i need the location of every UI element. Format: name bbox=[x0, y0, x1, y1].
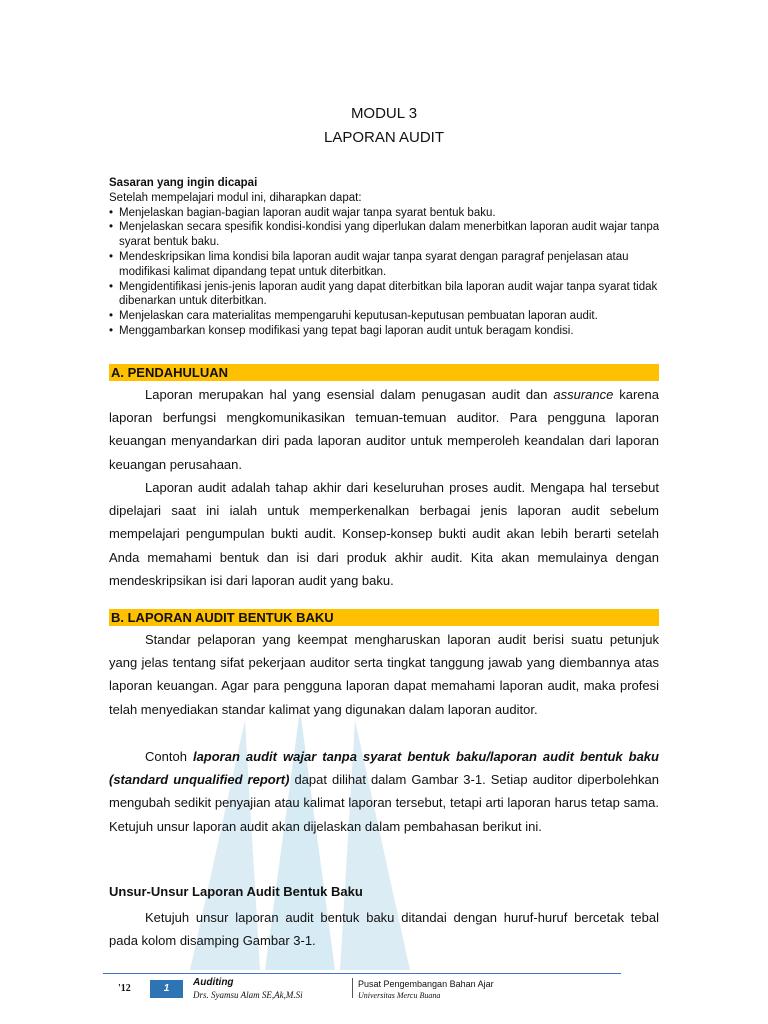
paragraph-text: dapat dilihat dalam Gambar 3-1. Setiap auditor diperbolehkan mengubah sedikit penyajian atau kalimat laporan tersebut, tetapi arti laporan harus tetap sama. Ketujuh unsur laporan audit akan dijelaskan dalam pembahasan berikut ini. bbox=[109, 772, 659, 834]
module-number: MODUL 3 bbox=[350, 105, 418, 122]
section-a-paragraph-1 bbox=[109, 383, 659, 476]
emphasis-term: assurance bbox=[553, 387, 614, 402]
paragraph-text: Contoh bbox=[145, 749, 187, 764]
footer-year: '12 bbox=[118, 983, 131, 994]
goal-item: • Menjelaskan secara spesifik kondisi-kondisi yang diperlukan dalam menerbitkan laporan audit wajar tanpa syarat bentuk baku. bbox=[109, 220, 661, 250]
goal-item: • Menjelaskan bagian-bagian laporan audit wajar tanpa syarat bentuk baku. bbox=[109, 206, 661, 221]
section-a-paragraph-2 bbox=[109, 476, 659, 592]
goal-item: • Menjelaskan cara materialitas mempengaruhi keputusan-keputusan pembuatan laporan audit. bbox=[109, 309, 661, 324]
goal-item: • Mengidentifikasi jenis-jenis laporan audit yang dapat diterbitkan bila laporan audit wajar tanpa syarat tidak dibenarkan untuk diterbitkan. bbox=[109, 280, 661, 310]
footer-center: Pusat Pengembangan Bahan Ajar bbox=[358, 979, 494, 989]
paragraph-text: Standar pelaporan yang keempat mengharuskan laporan audit berisi suatu petunjuk yang jelas tentang sifat pekerjaan auditor serta tingkat tanggung jawab yang diembannya atas laporan keuangan. Agar para pengguna laporan dapat memahami laporan audit, maka profesi telah menyediakan standar kalimat yang digunakan dalam laporan auditor. bbox=[109, 632, 659, 717]
learning-goals bbox=[109, 176, 661, 339]
emphasis-term: laporan audit wajar tanpa syarat bentuk baku/laporan audit bentuk baku (standard unqualified report) bbox=[109, 749, 659, 788]
subsection-heading: Unsur-Unsur Laporan Audit Bentuk Baku bbox=[109, 884, 363, 899]
paragraph-text: karena laporan berfungsi mengkomunikasikan temuan-temuan auditor. Para pengguna laporan keuangan menyandarkan diri pada laporan auditor untuk memperoleh keandalan dari laporan keuangan perusahaan. bbox=[109, 387, 659, 472]
section-a-heading: A. PENDAHULUAN bbox=[109, 364, 659, 381]
paragraph-text: Ketujuh unsur laporan audit bentuk baku ditandai dengan huruf-huruf bercetak tebal pada kolom disamping Gambar 3-1. bbox=[109, 910, 659, 949]
goals-list bbox=[109, 206, 661, 339]
subsection-paragraph bbox=[109, 906, 659, 952]
section-b-paragraph-1 bbox=[109, 628, 659, 721]
footer-page-number: 1 bbox=[150, 980, 183, 998]
footer-separator bbox=[352, 978, 353, 998]
footer-author: Drs. Syamsu Alam SE,Ak,M.Si bbox=[193, 990, 303, 1000]
goal-item: • Mendeskripsikan lima kondisi bila laporan audit wajar tanpa syarat dengan paragraf penjelasan atau modifikasi kalimat dipandang tepat untuk diterbitkan. bbox=[109, 250, 661, 280]
section-b-heading: B. LAPORAN AUDIT BENTUK BAKU bbox=[109, 609, 659, 626]
paragraph-text: Laporan audit adalah tahap akhir dari keseluruhan proses audit. Mengapa hal tersebut dipelajari saat ini ialah untuk memperkenalkan berbagai jenis laporan audit sebelum mempelajari pengumpulan bukti audit. Konsep-konsep bukti audit akan lebih berarti setelah Anda memahami bentuk dan isi dari produk akhir audit. Kita akan memulainya dengan mendeskripsikan isi dari laporan audit yang baku. bbox=[109, 480, 659, 588]
goals-intro: Setelah mempelajari modul ini, diharapkan dapat: bbox=[109, 191, 362, 204]
section-b-paragraph-2 bbox=[109, 745, 659, 838]
module-title: LAPORAN AUDIT bbox=[323, 129, 445, 146]
paragraph-text: Laporan merupakan hal yang esensial dalam penugasan audit dan bbox=[145, 387, 548, 402]
goals-title: Sasaran yang ingin dicapai bbox=[109, 177, 258, 189]
footer-course: Auditing bbox=[193, 977, 234, 988]
footer-university: Universitas Mercu Buana bbox=[358, 991, 441, 1000]
goal-item: • Menggambarkan konsep modifikasi yang tepat bagi laporan audit untuk beragam kondisi. bbox=[109, 324, 661, 339]
footer-divider bbox=[103, 973, 621, 974]
